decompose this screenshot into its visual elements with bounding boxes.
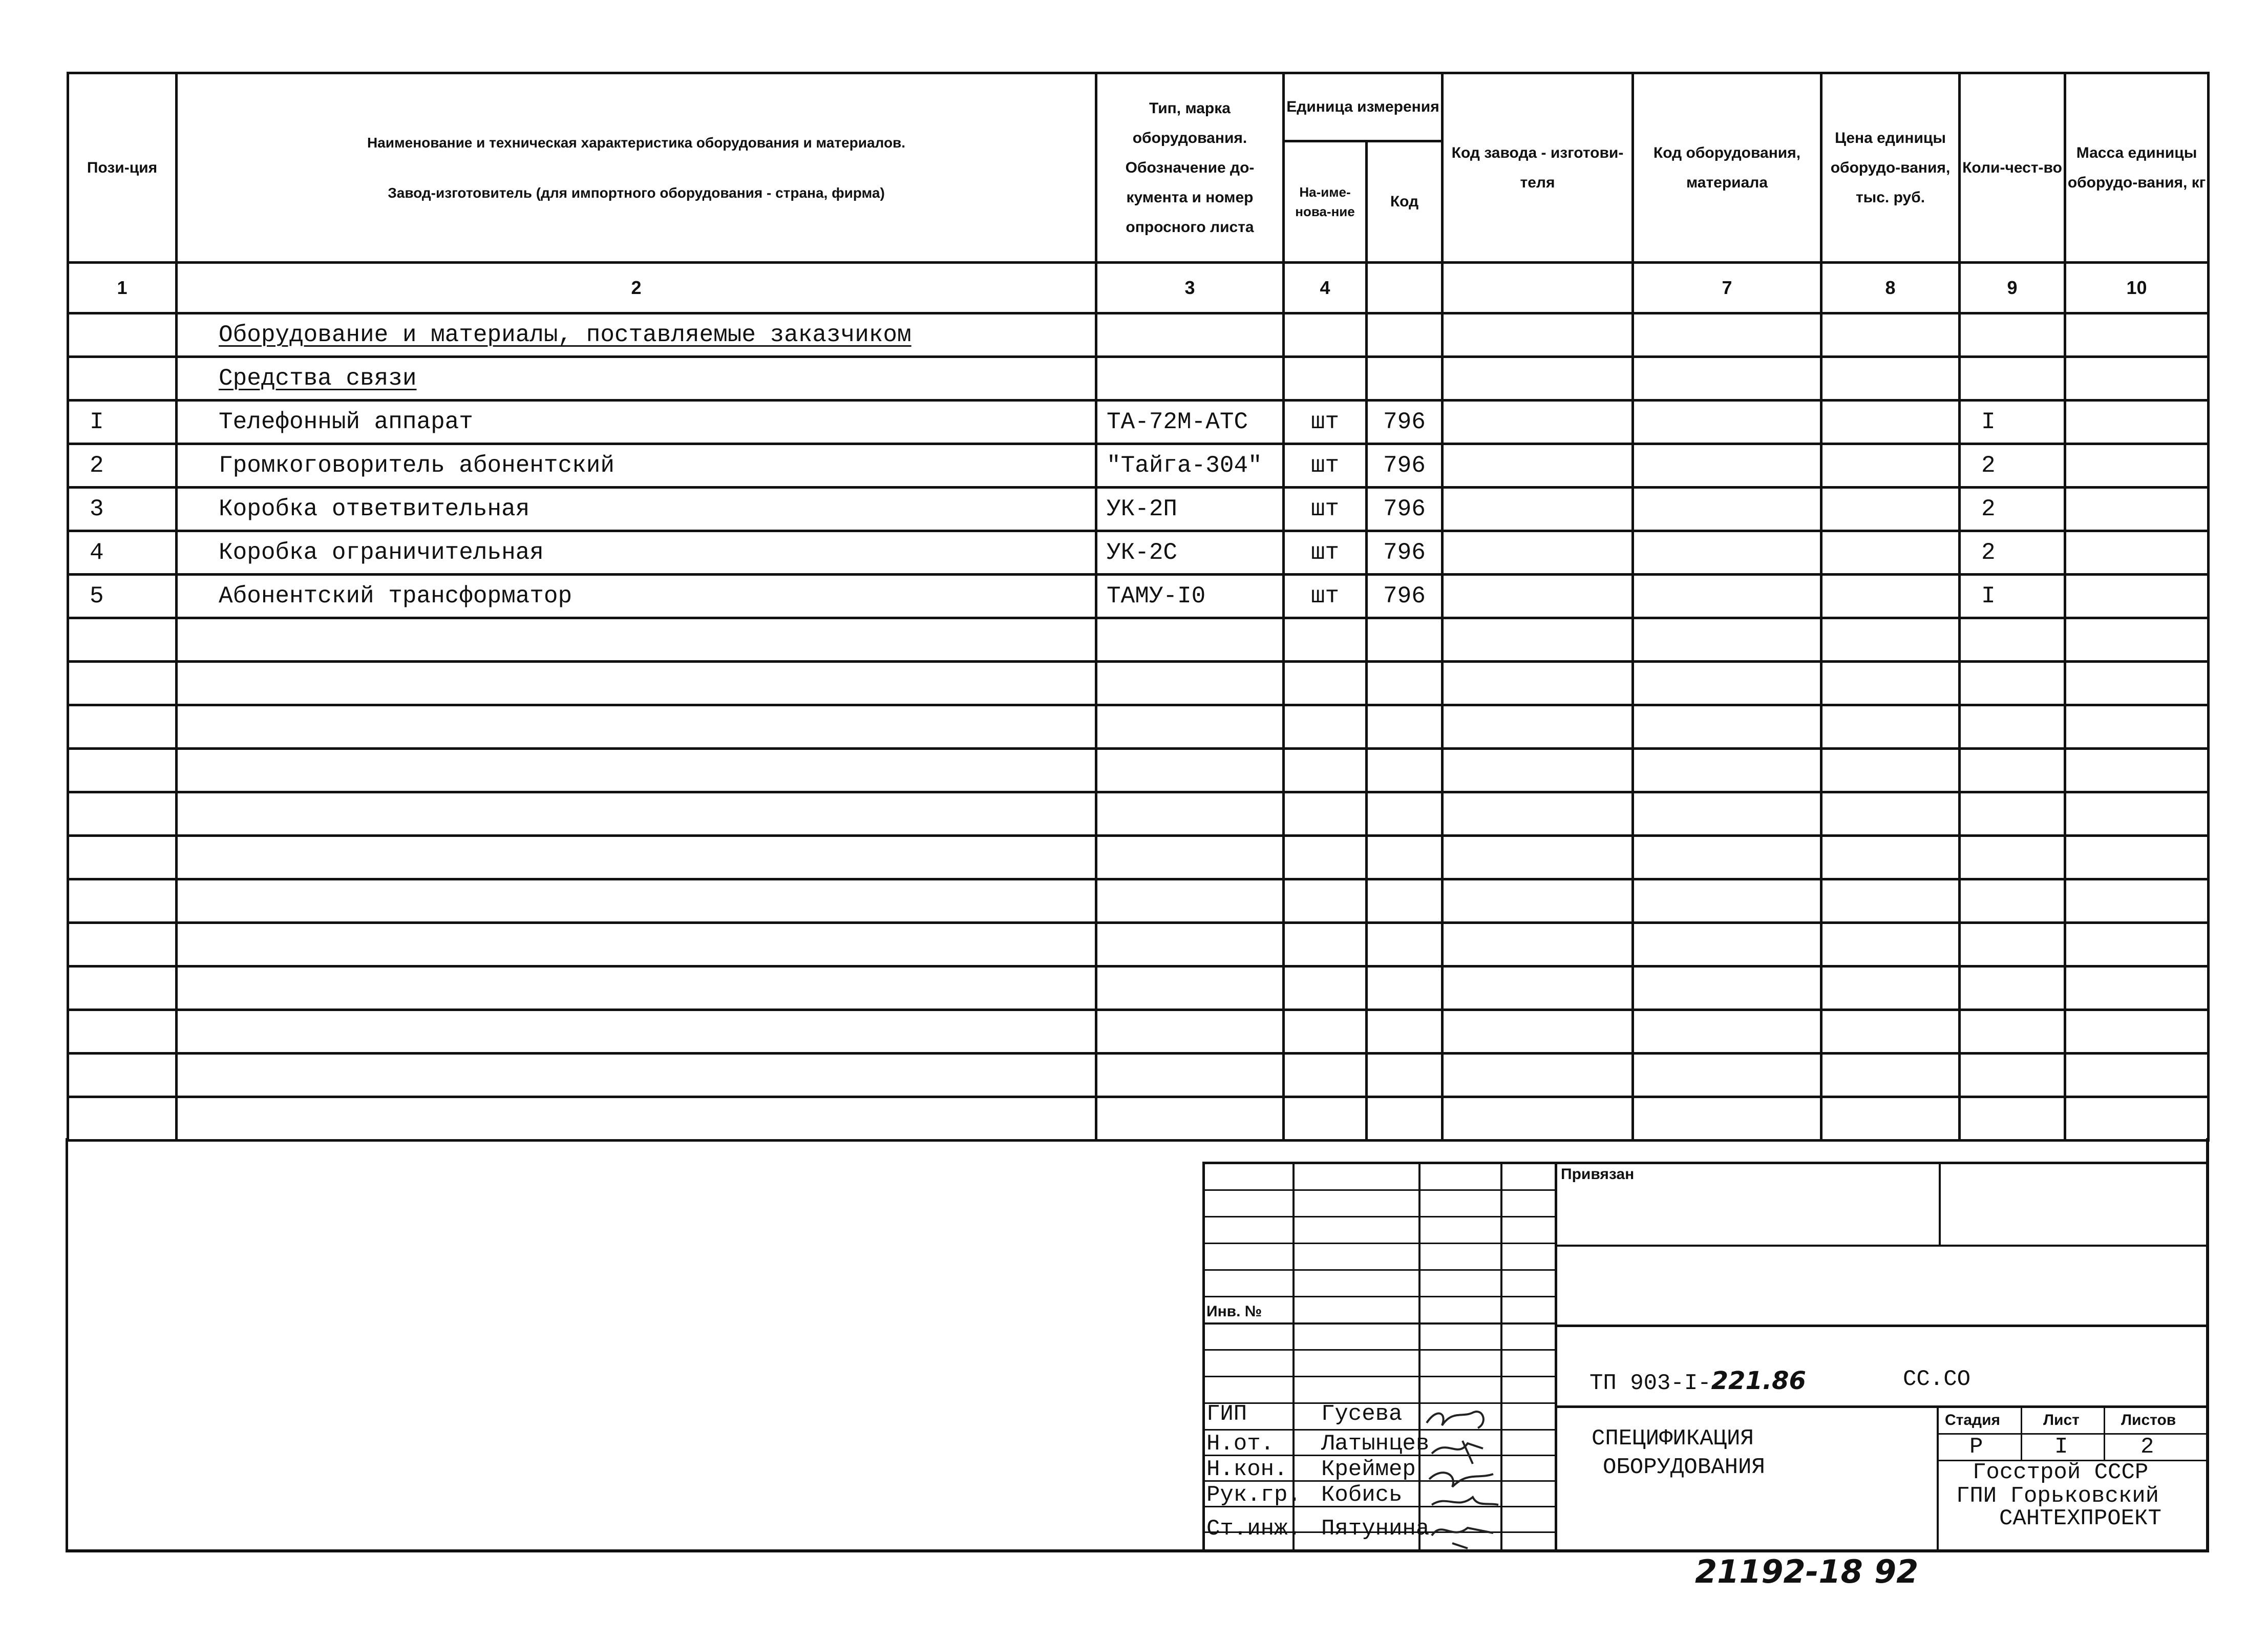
row-quantity: 2	[1960, 444, 2065, 488]
empty-row	[68, 1010, 2209, 1054]
stage-label: Стадия	[1945, 1412, 2001, 1428]
sheet-label: Лист	[2043, 1412, 2080, 1428]
row-unit-code: 796	[1367, 444, 1443, 488]
row-type: УК-2С	[1096, 531, 1284, 575]
empty-row	[68, 618, 2209, 662]
org-line2: ГПИ Горьковский	[1956, 1483, 2159, 1509]
row-quantity: 2	[1960, 531, 2065, 575]
row-unit-code: 796	[1367, 575, 1443, 618]
row-type	[1096, 313, 1284, 357]
table-row	[68, 488, 2209, 531]
title-line1: СПЕЦИФИКАЦИЯ	[1592, 1426, 1754, 1452]
signatures-icon	[1422, 1402, 1503, 1551]
empty-row	[68, 1054, 2209, 1097]
specification-table	[67, 72, 2210, 1142]
row-quantity: I	[1960, 575, 2065, 618]
row-name: Телефонный аппарат	[177, 401, 1096, 444]
row-unit-code	[1367, 313, 1443, 357]
column-number: 1	[68, 263, 177, 313]
row-type: УК-2П	[1096, 488, 1284, 531]
header-plant-code: Код завода - изготови-теля	[1443, 73, 1633, 263]
header-unit-name: На-име-нова-ние	[1284, 141, 1367, 263]
table-row	[68, 531, 2209, 575]
table-row	[68, 313, 2209, 357]
row-type	[1096, 357, 1284, 401]
row-quantity	[1960, 313, 2065, 357]
table-row	[68, 575, 2209, 618]
staff-role: Н.кон.	[1206, 1457, 1288, 1482]
empty-row	[68, 1097, 2209, 1141]
inventory-number-label: Инв. №	[1206, 1303, 1262, 1320]
staff-name: Пятунина	[1321, 1516, 1430, 1542]
row-position	[68, 313, 177, 357]
row-unit: шт	[1284, 401, 1367, 444]
column-number	[1367, 263, 1443, 313]
header-unit-code: Код	[1367, 141, 1443, 263]
column-number: 7	[1633, 263, 1821, 313]
header-type: Тип, марка оборудования. Обозначение до-кумента и номер опросного листа	[1096, 73, 1284, 263]
column-number: 9	[1960, 263, 2065, 313]
column-number: 2	[177, 263, 1096, 313]
sheet-value: I	[2054, 1434, 2068, 1460]
row-unit-code: 796	[1367, 401, 1443, 444]
column-number: 3	[1096, 263, 1284, 313]
document-code	[1589, 1367, 1806, 1396]
row-unit	[1284, 313, 1367, 357]
sheets-label: Листов	[2121, 1412, 2176, 1428]
column-number: 4	[1284, 263, 1367, 313]
staff-role: Н.от.	[1206, 1431, 1275, 1457]
row-position: I	[68, 401, 177, 444]
frame-bottom	[66, 1549, 2209, 1552]
row-unit-code	[1367, 357, 1443, 401]
staff-name: Гусева	[1321, 1401, 1403, 1427]
staff-name: Латынцев	[1321, 1431, 1430, 1457]
row-position: 2	[68, 444, 177, 488]
row-unit-code: 796	[1367, 531, 1443, 575]
page-number: 92	[1874, 1553, 1919, 1590]
empty-row	[68, 792, 2209, 836]
frame-right	[2206, 1138, 2209, 1552]
empty-row	[68, 879, 2209, 923]
row-quantity: I	[1960, 401, 2065, 444]
column-numbers-row	[68, 263, 2209, 313]
header-mass: Масса единицы оборудо-вания, кг	[2065, 73, 2209, 263]
empty-row	[68, 966, 2209, 1010]
row-type: "Тайга-304"	[1096, 444, 1284, 488]
org-line3: САНТЕХПРОЕКТ	[1999, 1506, 2161, 1531]
table-row	[68, 401, 2209, 444]
empty-row	[68, 662, 2209, 705]
staff-name: Креймер	[1321, 1457, 1416, 1482]
staff-name: Кобись	[1321, 1482, 1403, 1508]
document-suffix: СС.СО	[1903, 1367, 1971, 1392]
header-name-line2: Завод-изготовитель (для импортного оборудования - страна, фирма)	[388, 184, 885, 201]
row-type: ТА-72М-АТС	[1096, 401, 1284, 444]
header-equipment-code: Код оборудования, материала	[1633, 73, 1821, 263]
table-row	[68, 444, 2209, 488]
row-position	[68, 357, 177, 401]
sheets-value: 2	[2140, 1434, 2154, 1460]
staff-role: Рук.гр.	[1206, 1482, 1301, 1508]
header-row	[68, 73, 2209, 141]
column-number: 10	[2065, 263, 2209, 313]
row-position: 3	[68, 488, 177, 531]
row-type: ТАМУ-I0	[1096, 575, 1284, 618]
section-heading: Оборудование и материалы, поставляемые заказчиком	[219, 322, 912, 348]
row-unit: шт	[1284, 575, 1367, 618]
staff-role: Ст.инж.	[1206, 1516, 1301, 1542]
row-unit: шт	[1284, 531, 1367, 575]
empty-row	[68, 923, 2209, 966]
section-subheading: Средства связи	[219, 365, 417, 392]
empty-row	[68, 836, 2209, 879]
org-line1: Госстрой СССР	[1973, 1460, 2149, 1485]
row-unit-code: 796	[1367, 488, 1443, 531]
header-name-line1: Наименование и техническая характеристика оборудования и материалов.	[367, 134, 906, 151]
row-quantity	[1960, 357, 2065, 401]
table-row	[68, 357, 2209, 401]
row-unit: шт	[1284, 488, 1367, 531]
empty-row	[68, 705, 2209, 749]
document-code-prefix: ТП 903-I-	[1589, 1371, 1711, 1396]
header-position: Пози-ция	[68, 73, 177, 263]
row-position: 4	[68, 531, 177, 575]
column-number: 8	[1821, 263, 1960, 313]
column-number	[1443, 263, 1633, 313]
row-unit	[1284, 357, 1367, 401]
row-name: Коробка ограничительная	[177, 531, 1096, 575]
staff-role: ГИП	[1206, 1401, 1247, 1427]
row-name: Коробка ответвительная	[177, 488, 1096, 531]
row-unit: шт	[1284, 444, 1367, 488]
title-line2: ОБОРУДОВАНИЯ	[1603, 1455, 1765, 1480]
header-price: Цена единицы оборудо-вания, тыс. руб.	[1821, 73, 1960, 263]
archive-number: 21192-18	[1695, 1553, 1863, 1590]
frame-left	[66, 1138, 68, 1552]
empty-row	[68, 749, 2209, 792]
row-name: Громкоговоритель абонентский	[177, 444, 1096, 488]
header-name	[177, 73, 1096, 263]
document-code-handwritten: 221.86	[1711, 1367, 1806, 1395]
header-quantity: Коли-чест-во	[1960, 73, 2065, 263]
header-unit: Единица измерения	[1284, 73, 1443, 141]
stage-value: Р	[1969, 1434, 1983, 1460]
privyazan-label: Привязан	[1561, 1166, 1635, 1183]
row-name: Абонентский трансформатор	[177, 575, 1096, 618]
row-position: 5	[68, 575, 177, 618]
row-quantity: 2	[1960, 488, 2065, 531]
